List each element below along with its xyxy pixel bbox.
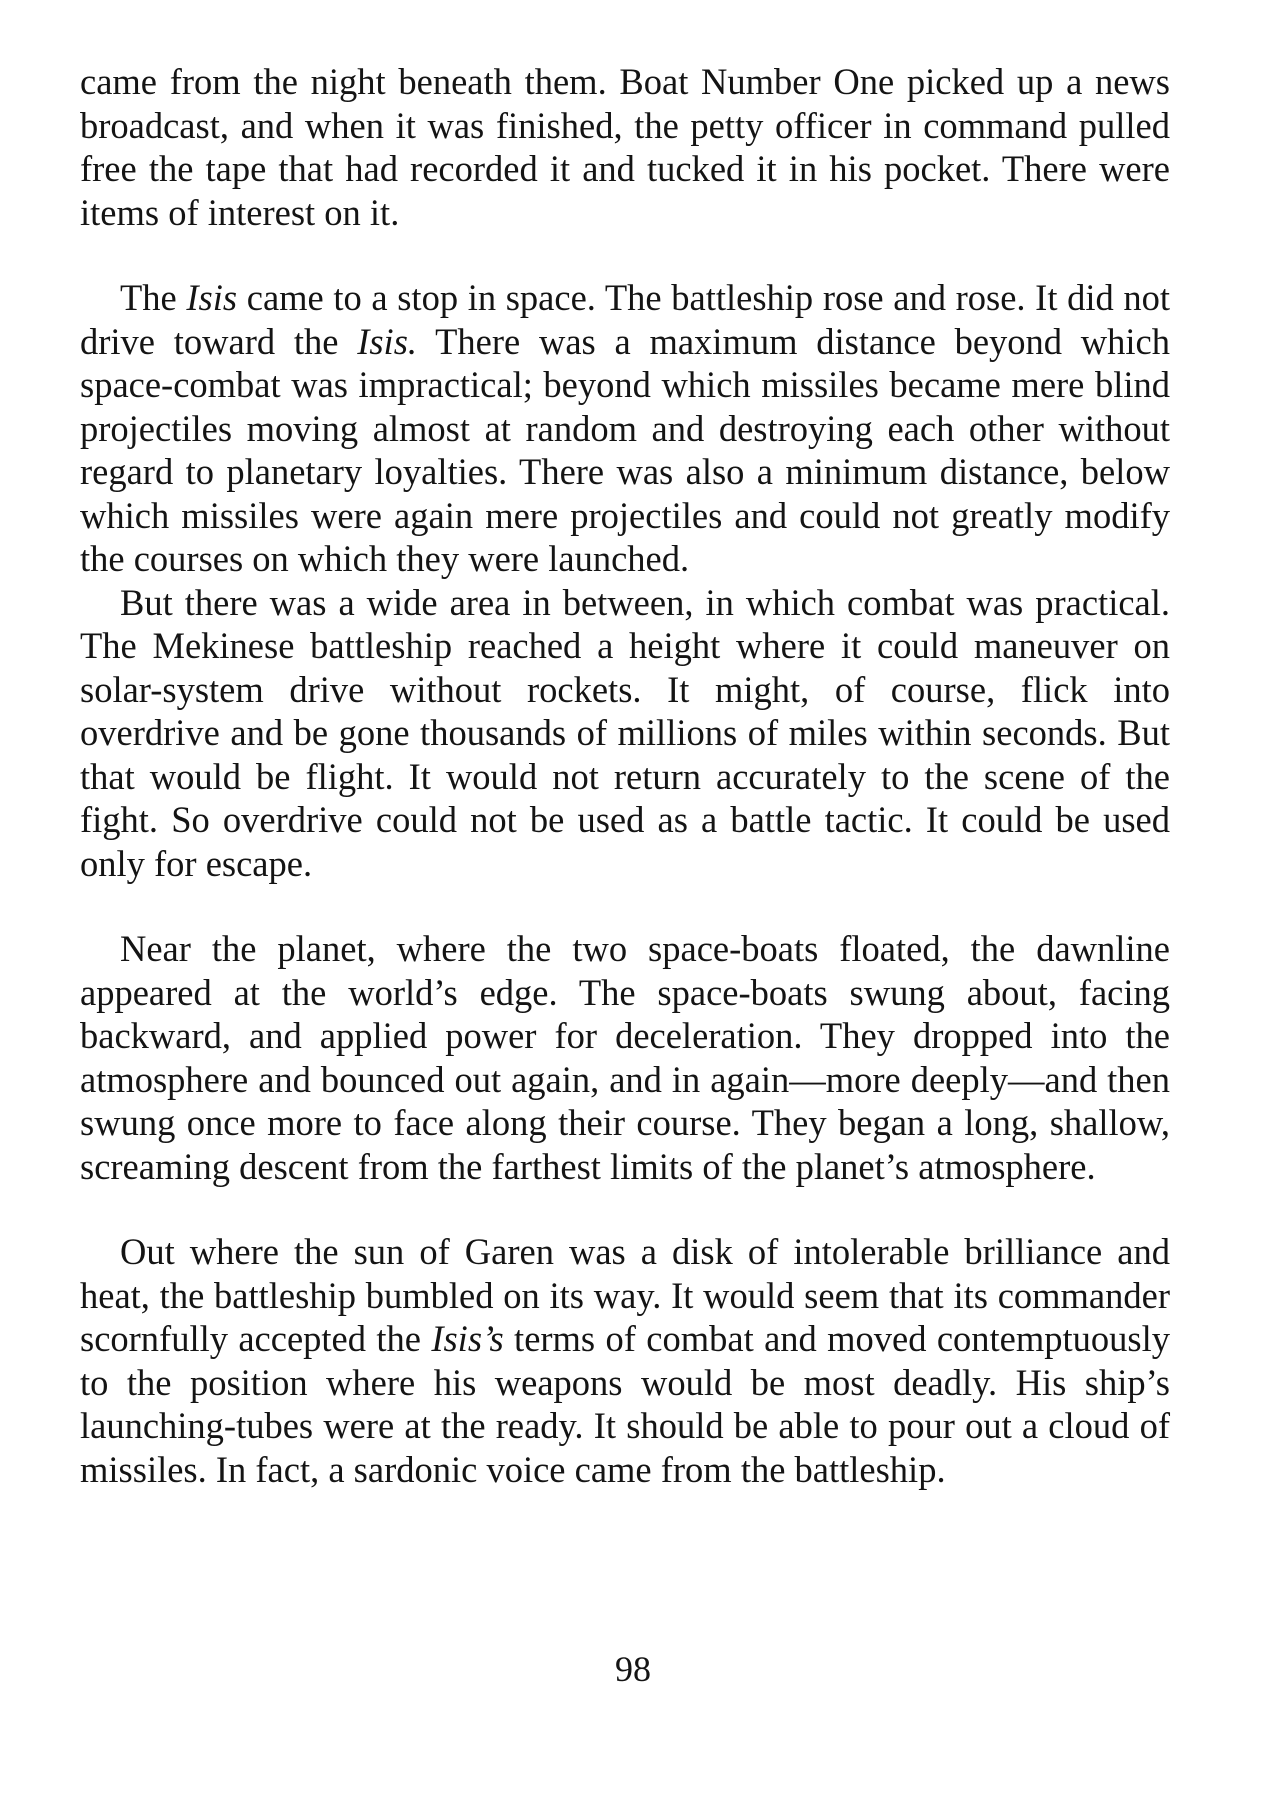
text-run: came to a stop in space. The battleship rose and rose. It did not drive toward the: [80, 277, 1171, 362]
paragraph-1: [80, 60, 1170, 234]
text-run: came from the night beneath them. Boat Number One picked up a news broadcast, and when it was finished, the petty officer in command pulled free the tape that had recorded it and tucked it in his pocket. There were items of interest on it.: [80, 61, 1170, 233]
section-break: [80, 234, 1170, 276]
paragraph-5: [80, 1230, 1170, 1491]
page-number: 98: [615, 1649, 651, 1689]
section-break: [80, 885, 1170, 927]
paragraph-2: [80, 276, 1170, 581]
italic-text-run: Isis.: [357, 320, 418, 362]
paragraph-3: [80, 581, 1170, 886]
text-run: The: [120, 277, 187, 318]
text-run: There was a maximum distance beyond which space-combat was impractical; beyond which missiles became mere blind projectiles moving almost at random and destroying each other without regard to planetary loyalties. There was also a minimum distance, below which missiles were again mere projectiles and could not greatly modify the courses on which they were launched.: [80, 320, 1170, 579]
section-break: [80, 1188, 1170, 1230]
page-body: [80, 60, 1170, 1491]
text-run: Out where the sun of Garen was a disk of intolerable brilliance and heat, the battleship bumbled on its way. It would seem that its commander scornfully accepted the: [80, 1231, 1170, 1359]
text-run: Near the planet, where the two space-boats floated, the dawnline appeared at the world’s edge. The space-boats swung about, facing backward, and applied power for deceleration. They dropped into the atmosphere and bounced out again, and in again—more deeply—and then swung once more to face along their course. They began a long, shallow, screaming descent from the farthest limits of the planet’s atmosphere.: [80, 928, 1170, 1187]
text-run: But there was a wide area in between, in which combat was practical. The Mekinese battleship reached a height where it could maneuver on solar-system drive without rockets. It might, of course, flick into overdrive and be gone thousands of millions of miles within seconds. But that would be flight. It would not return accurately to the scene of the fight. So overdrive could not be used as a battle tactic. It could be used only for escape.: [80, 581, 1170, 884]
text-run: terms of combat and moved contemptuously to the position where his weapons would be most deadly. His ship’s launching-tubes were at the ready. It should be able to pour out a cloud of missiles. In fact, a sardonic voice came from the battleship.: [80, 1318, 1171, 1490]
paragraph-4: [80, 927, 1170, 1188]
italic-text-run: Isis: [186, 277, 238, 318]
italic-text-run: Isis’s: [431, 1318, 504, 1359]
